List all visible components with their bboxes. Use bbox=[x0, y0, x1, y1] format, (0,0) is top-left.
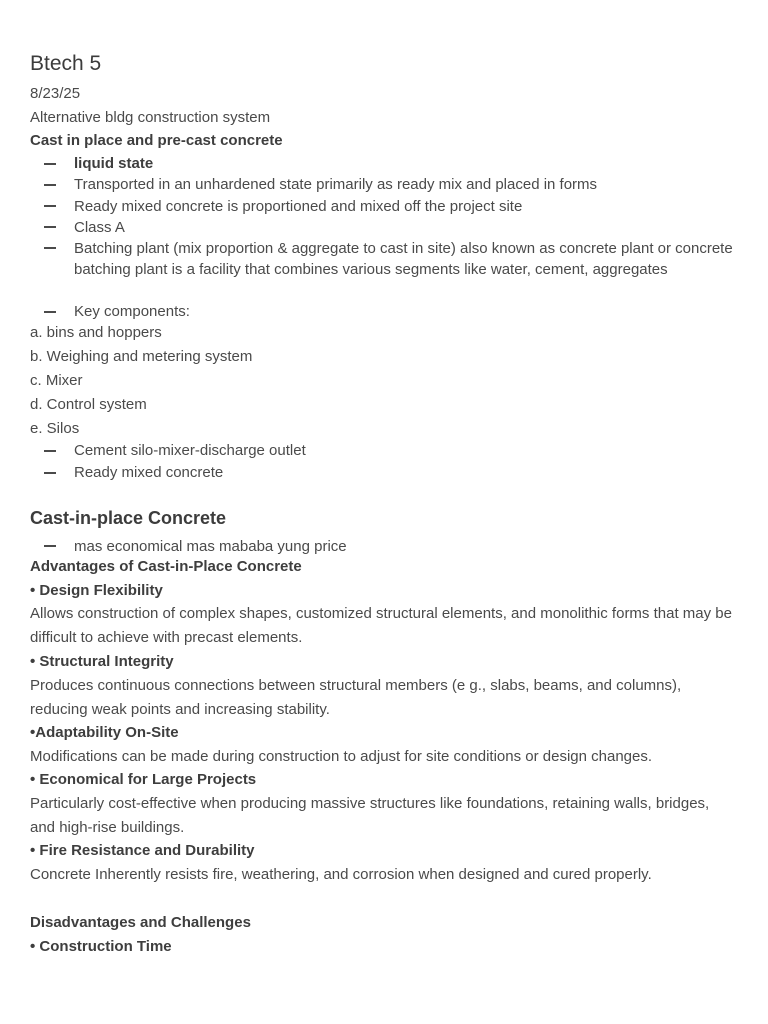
section-heading-cast-precast: Cast in place and pre-cast concrete bbox=[30, 132, 283, 149]
dash-bullet bbox=[44, 184, 56, 186]
list-item: Key components: bbox=[74, 303, 190, 320]
advantage-text: Particularly cost-effective when producing massive structures like foundations, retaining walls, bridges, and high-rise buildings. bbox=[30, 795, 710, 836]
list-item: b. Weighing and metering system bbox=[30, 348, 253, 365]
list-item: c. Mixer bbox=[30, 372, 83, 389]
list-item: Class A bbox=[74, 219, 125, 236]
advantage-text: Produces continuous connections between structural members (e g., slabs, beams, and columns), reducing weak points and increasing stability. bbox=[30, 677, 682, 718]
dash-bullet bbox=[44, 205, 56, 207]
list-item: e. Silos bbox=[30, 420, 80, 437]
list-item: Cement silo-mixer-discharge outlet bbox=[74, 442, 306, 459]
list-item: Ready mixed concrete is proportioned and mixed off the project site bbox=[74, 198, 523, 215]
dash-bullet bbox=[44, 247, 56, 249]
note-title: Btech 5 bbox=[30, 52, 102, 75]
advantage-text: Concrete Inherently resists fire, weathering, and corrosion when designed and cured properly. bbox=[30, 866, 652, 883]
list-item: d. Control system bbox=[30, 396, 147, 413]
dash-bullet bbox=[44, 545, 56, 547]
list-item: a. bins and hoppers bbox=[30, 324, 162, 341]
list-item: liquid state bbox=[74, 155, 154, 172]
advantages-heading: Advantages of Cast-in-Place Concrete bbox=[30, 558, 302, 575]
advantage-label: • Design Flexibility bbox=[30, 582, 163, 599]
dash-bullet bbox=[44, 472, 56, 474]
disadvantage-label: • Construction Time bbox=[30, 938, 172, 955]
list-item: mas economical mas mababa yung price bbox=[74, 538, 347, 555]
list-item: Ready mixed concrete bbox=[74, 464, 224, 481]
advantage-label: • Economical for Large Projects bbox=[30, 771, 257, 788]
disadvantages-heading: Disadvantages and Challenges bbox=[30, 914, 251, 931]
advantage-text: Modifications can be made during construction to adjust for site conditions or design changes. bbox=[30, 748, 653, 765]
dash-bullet bbox=[44, 226, 56, 228]
list-item: Batching plant (mix proportion & aggregate to cast in site) also known as concrete plant or concrete batching plant is a facility that combines various segments like water, cement, aggregates bbox=[74, 240, 733, 278]
advantage-label: •Adaptability On-Site bbox=[30, 724, 179, 741]
advantage-label: • Fire Resistance and Durability bbox=[30, 842, 255, 859]
advantage-label: • Structural Integrity bbox=[30, 653, 174, 670]
note-date: 8/23/25 bbox=[30, 85, 81, 102]
note-subtitle: Alternative bldg construction system bbox=[30, 109, 271, 126]
dash-bullet bbox=[44, 311, 56, 313]
section-heading-cast-in-place: Cast-in-place Concrete bbox=[30, 508, 227, 528]
dash-bullet bbox=[44, 450, 56, 452]
advantage-text: Allows construction of complex shapes, customized structural elements, and monolithic forms that may be difficult to achieve with precast elements. bbox=[30, 605, 732, 646]
list-item: Transported in an unhardened state primarily as ready mix and placed in forms bbox=[74, 176, 598, 193]
dash-bullet bbox=[44, 163, 56, 165]
